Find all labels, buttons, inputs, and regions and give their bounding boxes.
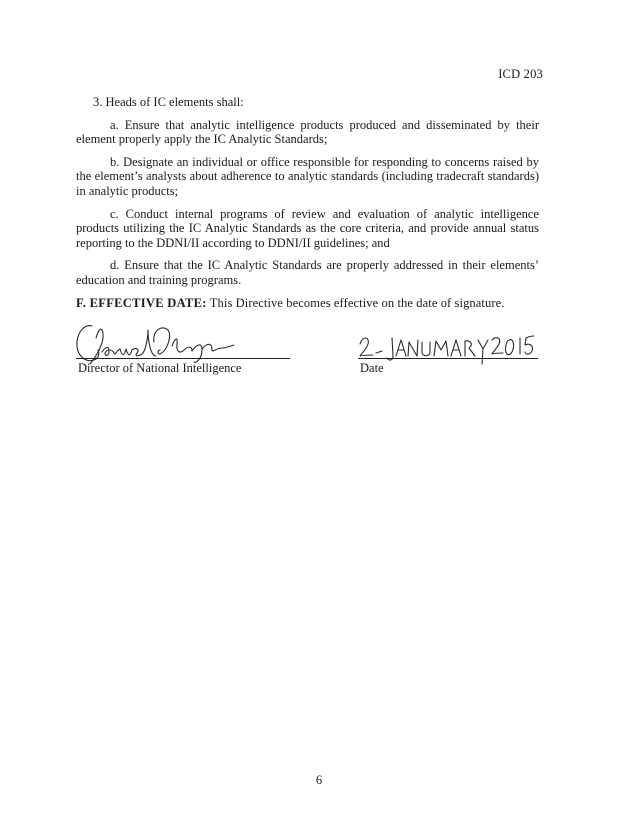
section-3-item-c: c. Conduct internal programs of review and evaluation of analytic intelligence products utilizing the IC Analytic Standards as the core criteria, and provide annual status reporting to the DDNI/II according to DDNI/II guidelines; and [76,206,539,250]
section-3-item-b: b. Designate an individual or office responsible for responding to concerns raised by the element’s analysts about adherence to analytic standards (including tradecraft standards) in analytic products; [76,154,539,198]
page-number: 6 [315,773,323,787]
section-3-item-d: d. Ensure that the IC Analytic Standards are properly addressed in their elements’ education and training programs. [76,258,539,287]
handwritten-signature [76,320,296,366]
section-3-item-a: a. Ensure that analytic intelligence products produced and disseminated by their element properly apply the IC Analytic Standards; [76,117,539,147]
section-3-heading: 3. Heads of IC elements shall: [93,95,244,109]
effective-date-label: F. EFFECTIVE DATE: [76,295,207,310]
handwritten-date [358,320,538,366]
date-label: Date [360,361,384,375]
date-line [358,358,538,359]
document-body [76,95,539,310]
document-id: ICD 203 [498,67,543,81]
signer-title: Director of National Intelligence [78,361,242,375]
effective-date-text: This Directive becomes effective on the date of signature. [209,295,505,310]
signature-line [76,358,290,359]
effective-date-paragraph [76,296,539,311]
